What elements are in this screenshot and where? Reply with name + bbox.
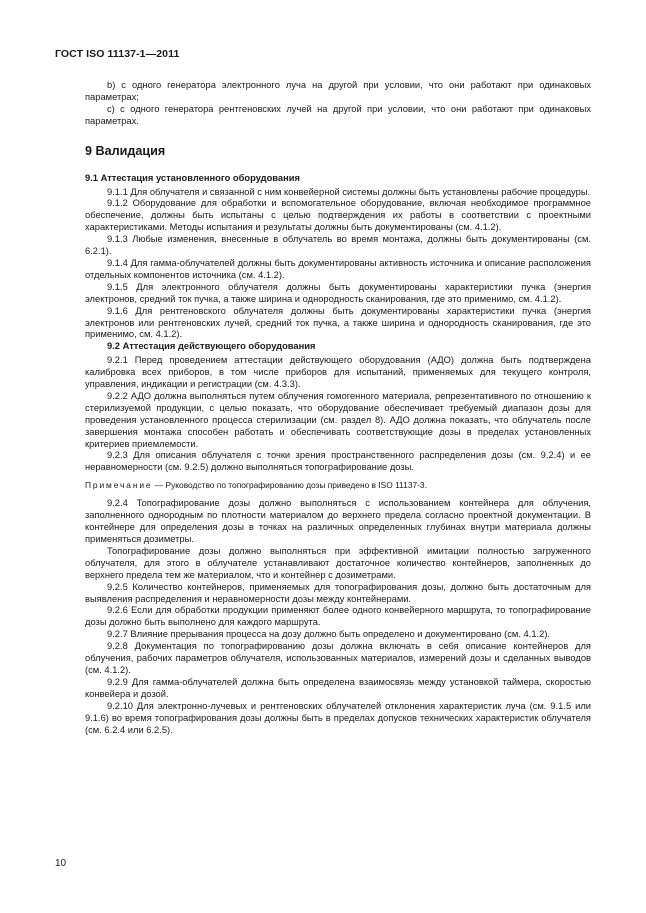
section-title: 9 Валидация xyxy=(85,143,166,158)
paragraph-9-1-1: 9.1.1 Для облучателя и связанной с ним конвейерной системы должны быть установлены рабочие процедуры. xyxy=(107,186,591,197)
paragraph-9-2-8: 9.2.8 Документация по топографированию дозы должна включать в себя описание контейнеров для облучения, рабочих параметров облучателя, использованных материалов, измерений дозы и сделанных выводов (см. 4.1.2). xyxy=(85,641,591,675)
paragraph-9-2-4: 9.2.4 Топографирование дозы должно выполняться с использованием контейнера для облучения, заполненного однородным по плотности материалом до верхнего предела согласно проектной документации. В контейнере для определения дозы в точках на различных определенных глубинах внутри материала должны применяться дозиметры. xyxy=(85,498,591,544)
note xyxy=(85,480,591,491)
paragraph-9-2-6: 9.2.6 Если для обработки продукции применяют более одного конвейерного маршрута, то топографирование дозы должно быть выполнено для каждого маршрута. xyxy=(85,605,591,628)
paragraph-9-2-3: 9.2.3 Для описания облучателя с точки зрения пространственного распределения дозы (см. 9.2.4) и ее неравномерности (см. 9.2.5) должно выполняться топографирование дозы. xyxy=(85,450,591,473)
note-label: Примечание xyxy=(85,480,153,491)
paragraph-9-2-9: 9.2.9 Для гамма-облучателей должна быть определена взаимосвязь между установкой таймера, скоростью конвейера и дозой. xyxy=(85,676,591,699)
paragraph-9-1-2: 9.1.2 Оборудование для обработки и вспомогательное оборудование, включая необходимое программное обеспечение, должны быть испытаны с целью подтверждения их работы в соответствии с проектными характеристиками. Методы испытания и результаты должны быть документированы (см. 4.1.2). xyxy=(85,198,591,233)
paragraph-9-1-3: 9.1.3 Любые изменения, внесенные в облучатель во время монтажа, должны быть документированы (см. 6.2.1). xyxy=(85,234,591,257)
paragraph-9-2-7: 9.2.7 Влияние прерывания процесса на дозу должно быть определено и документировано (см. 4.1.2). xyxy=(107,629,551,640)
page-number: 10 xyxy=(55,858,67,869)
list-item-b: b) с одного генератора электронного луча на другой при условии, что они работают при одинаковых параметрах; xyxy=(85,80,591,102)
subsection-title-9-2: 9.2 Аттестация действующего оборудования xyxy=(107,341,316,352)
paragraph-9-2-1: 9.2.1 Перед проведением аттестации действующего оборудования (АДО) должна быть подтверждена калибровка всех приборов, в том числе приборов для испытаний, применяемых для текущего контроля, управления, индикации и регистрации (см. 4.3.3). xyxy=(85,355,591,390)
note-text: — Руководство по топографированию дозы приведено в ISO 11137-3. xyxy=(152,480,427,491)
subsection-title-9-1: 9.1 Аттестация установленного оборудования xyxy=(85,172,300,183)
standard-header: ГОСТ ISO 11137-1—2011 xyxy=(55,48,180,60)
paragraph-9-1-4: 9.1.4 Для гамма-облучателей должны быть документированы активность источника и описание расположения отдельных компонентов источника (см. 4.1.2). xyxy=(85,257,591,280)
paragraph-9-2-2: 9.2.2 АДО должна выполняться путем облучения гомогенного материала, репрезентативного по отношению к стерилизуемой продукции, с целью показать, что оборудование обеспечивает требуемый диапазон дозы для проведения установленного процесса стерилизации (см. раздел 8). АДО должна показать, что облучатель после завершения монтажа способен работать и обеспечивать соответствующие дозы в пределах установленных критериев приемлемости. xyxy=(85,390,591,449)
paragraph-9-2-5: 9.2.5 Количество контейнеров, применяемых для топографирования дозы, должно быть достаточным для выявления распределения и неравномерности дозы между контейнерами. xyxy=(85,581,591,604)
document-body xyxy=(85,80,591,736)
paragraph-9-1-5: 9.1.5 Для электронного облучателя должны быть документированы характеристики пучка (энергия электронов, средний ток пучка, а также ширина и однородность сканирования, где это применимо, см. 4.1.2). xyxy=(85,281,591,304)
paragraph-9-2-4-continued: Топографирование дозы должно выполняться при эффективной имитации полностью загруженного облучателя, для этого в облучателе устанавливают достаточное количество контейнеров, заполненных до верхнего предела тем же материалом, что и контейнер с дозиметрами. xyxy=(85,545,591,580)
list-item-c: c) с одного генератора рентгеновских лучей на другой при условии, что они работают при одинаковых параметрах. xyxy=(85,103,591,126)
paragraph-9-1-6: 9.1.6 Для рентгеновского облучателя должны быть документированы характеристики пучка (энергия электронов или рентгеновских лучей, средний ток пучка, а также ширина и однородность сканирования, где это применимо, см. 4.1.2). xyxy=(85,305,591,340)
paragraph-9-2-10: 9.2.10 Для электронно-лучевых и рентгеновских облучателей отклонения характеристик луча (см. 9.1.5 или 9.1.6) во время топографирования дозы должны быть в пределах допусков технических характеристик облучателя (см. 6.2.4 или 6.2.5). xyxy=(85,700,591,735)
